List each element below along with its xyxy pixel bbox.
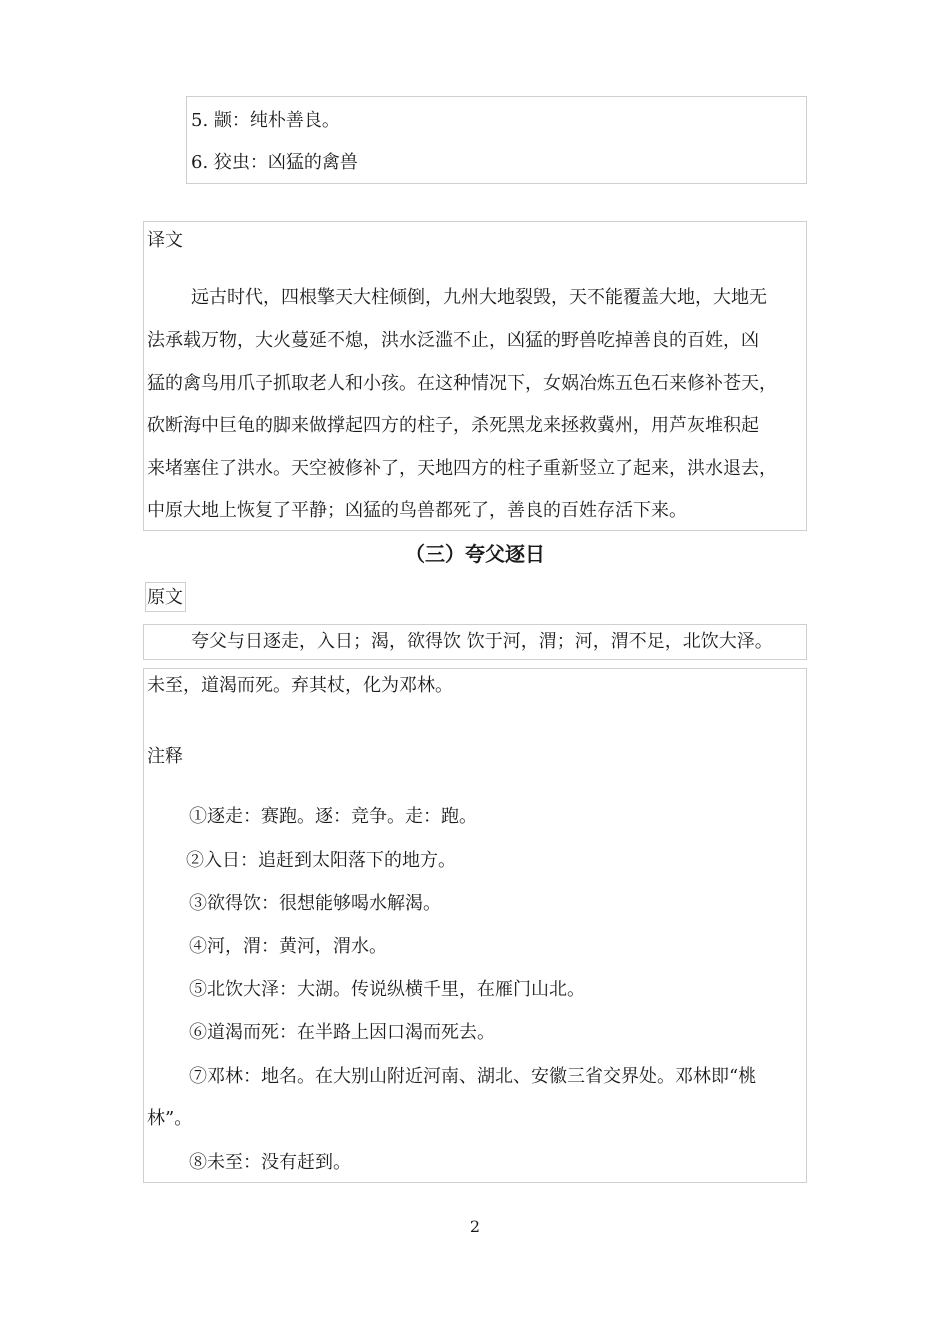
original-heading: 原文	[147, 587, 183, 608]
annotation-7-cont: 林”。	[147, 1108, 193, 1129]
translation-line-3: 猛的禽鸟用爪子抓取老人和小孩。在这种情况下，女娲冶炼五色石来修补苍天，	[147, 373, 777, 394]
translation-line-1: 远古时代，四根擎天大柱倾倒，九州大地裂毁，天不能覆盖大地，大地无	[191, 287, 767, 308]
annotation-5: ⑤北饮大泽：大湖。传说纵横千里，在雁门山北。	[189, 979, 585, 1000]
original-line-2: 未至，道渴而死。弃其杖，化为邓林。	[147, 675, 453, 696]
annotation-3: ③欲得饮：很想能够喝水解渴。	[189, 893, 441, 914]
translation-heading: 译文	[147, 230, 183, 251]
annotation-4: ④河，渭：黄河，渭水。	[189, 936, 387, 957]
section-title: （三）夸父逐日	[405, 542, 545, 566]
original-line-1: 夸父与日逐走，入日；渴，欲得饮 饮于河，渭；河，渭不足，北饮大泽。	[191, 631, 773, 652]
note-5: 5. 颛：纯朴善良。	[191, 110, 340, 131]
annotation-7: ⑦邓林：地名。在大别山附近河南、湖北、安徽三省交界处。邓林即“桃	[189, 1066, 757, 1087]
translation-line-2: 法承载万物，大火蔓延不熄，洪水泛滥不止，凶猛的野兽吃掉善良的百姓，凶	[147, 330, 759, 351]
annotation-8: ⑧未至：没有赶到。	[189, 1152, 351, 1173]
annotations-box	[143, 668, 807, 1183]
note-6: 6. 狡虫：凶猛的禽兽	[191, 152, 358, 173]
annotation-2: ②入日：追赶到太阳落下的地方。	[186, 850, 456, 871]
annotations-heading: 注释	[147, 746, 183, 767]
translation-line-6: 中原大地上恢复了平静；凶猛的鸟兽都死了，善良的百姓存活下来。	[147, 500, 687, 521]
translation-line-4: 砍断海中巨龟的脚来做撑起四方的柱子，杀死黑龙来拯救冀州，用芦灰堆积起	[147, 415, 759, 436]
annotation-6: ⑥道渴而死：在半路上因口渴而死去。	[189, 1022, 495, 1043]
translation-line-5: 来堵塞住了洪水。天空被修补了，天地四方的柱子重新竖立了起来，洪水退去，	[147, 458, 777, 479]
annotation-1: ①逐走：赛跑。逐：竞争。走：跑。	[189, 806, 477, 827]
page-number: 2	[469, 1217, 481, 1236]
